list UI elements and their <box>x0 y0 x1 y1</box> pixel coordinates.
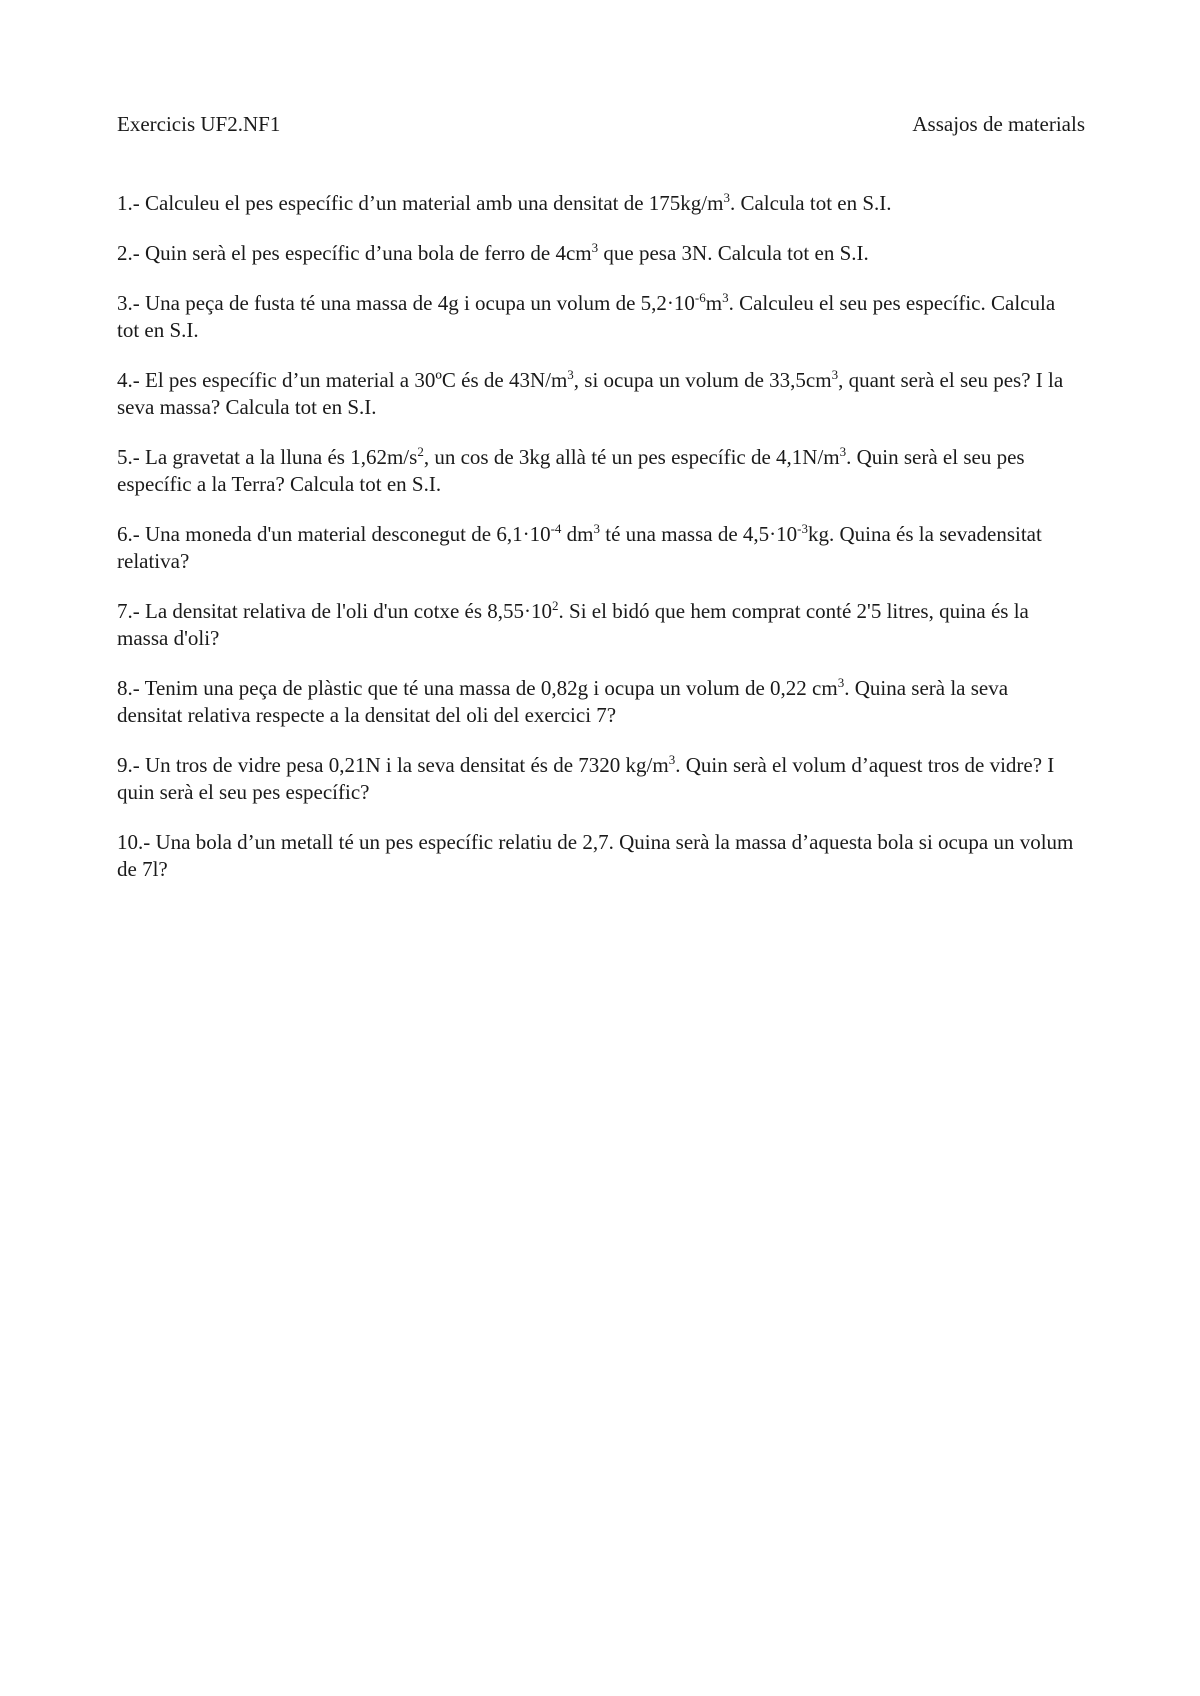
exercise-text: . Quin serà el volum d’aquest tros de vidre? I quin serà el seu pes específic? <box>117 753 1055 804</box>
exercise-text: 4.- El pes específic d’un material a 30ºC és de 43N/m <box>117 368 568 392</box>
exercise-text: , si ocupa un volum de 33,5cm <box>573 368 832 392</box>
exercise-text: 7.- La densitat relativa de l'oli d'un cotxe és 8,55·10 <box>117 599 553 623</box>
exercise-text: . Calculeu el seu pes específic. Calcula tot en S.I. <box>117 291 1056 342</box>
page-header <box>117 110 1085 138</box>
exponent: 3 <box>668 752 676 767</box>
exercise-text: dm <box>561 522 594 546</box>
exercise-text: 2.- Quin serà el pes específic d’una bola de ferro de 4cm <box>117 241 592 265</box>
exponent: 3 <box>591 240 599 255</box>
exponent: -4 <box>550 521 562 536</box>
exercise-text: , un cos de 3kg allà té un pes específic de 4,1N/m <box>423 445 840 469</box>
exercise-1 <box>117 190 1077 217</box>
exercise-4 <box>117 367 1077 421</box>
exponent: 3 <box>839 444 847 459</box>
exponent: -6 <box>694 290 706 305</box>
exercise-text: 5.- La gravetat a la lluna és 1,62m/s <box>117 445 418 469</box>
exercise-text: . Quina serà la seva densitat relativa respecte a la densitat del oli del exercici 7? <box>117 676 1009 727</box>
exercise-text: 9.- Un tros de vidre pesa 0,21N i la seva densitat és de 7320 kg/m <box>117 753 669 777</box>
exercise-text: 6.- Una moneda d'un material desconegut de 6,1·10 <box>117 522 551 546</box>
exponent: -3 <box>797 521 808 536</box>
exercise-text: 1.- Calculeu el pes específic d’un material amb una densitat de 175kg/m <box>117 191 724 215</box>
exercise-5 <box>117 444 1077 498</box>
exponent: 2 <box>552 598 559 613</box>
exercise-text: . Quin serà el seu pes específic a la Terra? Calcula tot en S.I. <box>117 445 1025 496</box>
exercise-text: m <box>705 291 723 315</box>
exercise-text: que pesa 3N. Calcula tot en S.I. <box>598 241 869 265</box>
header-right-title: Assajos de materials <box>912 112 1085 136</box>
exponent: 3 <box>837 675 845 690</box>
exercise-text: 10.- Una bola d’un metall té un pes específic relatiu de 2,7. Quina serà la massa d’aquesta bola si ocupa un volum de 7l? <box>117 830 1074 881</box>
exercise-text: 8.- Tenim una peça de plàstic que té una massa de 0,82g i ocupa un volum de 0,22 cm <box>117 676 838 700</box>
exponent: 3 <box>831 367 839 382</box>
exercise-list <box>117 190 1077 906</box>
exercise-text: . Si el bidó que hem comprat conté 2'5 litres, quina és la massa d'oli? <box>117 599 1029 650</box>
exercise-10 <box>117 829 1077 883</box>
exponent: 3 <box>723 190 730 205</box>
exercise-9 <box>117 752 1077 806</box>
exercise-3 <box>117 290 1077 344</box>
exponent: 3 <box>567 367 574 382</box>
exercise-8 <box>117 675 1077 729</box>
exponent: 2 <box>417 444 424 459</box>
exercise-2 <box>117 240 1077 267</box>
exponent: 3 <box>722 290 729 305</box>
header-left-title: Exercicis UF2.NF1 <box>117 112 281 136</box>
exercise-6 <box>117 521 1077 575</box>
exercise-text: kg. Quina és la sevadensitat relativa? <box>117 522 1042 573</box>
exercise-text: 3.- Una peça de fusta té una massa de 4g i ocupa un volum de 5,2·10 <box>117 291 695 315</box>
exercise-text: . Calcula tot en S.I. <box>729 191 892 215</box>
exponent: 3 <box>593 521 601 536</box>
exercise-text: , quant serà el seu pes? I la seva massa? Calcula tot en S.I. <box>117 368 1064 419</box>
exercise-text: té una massa de 4,5·10 <box>600 522 798 546</box>
exercise-7 <box>117 598 1077 652</box>
